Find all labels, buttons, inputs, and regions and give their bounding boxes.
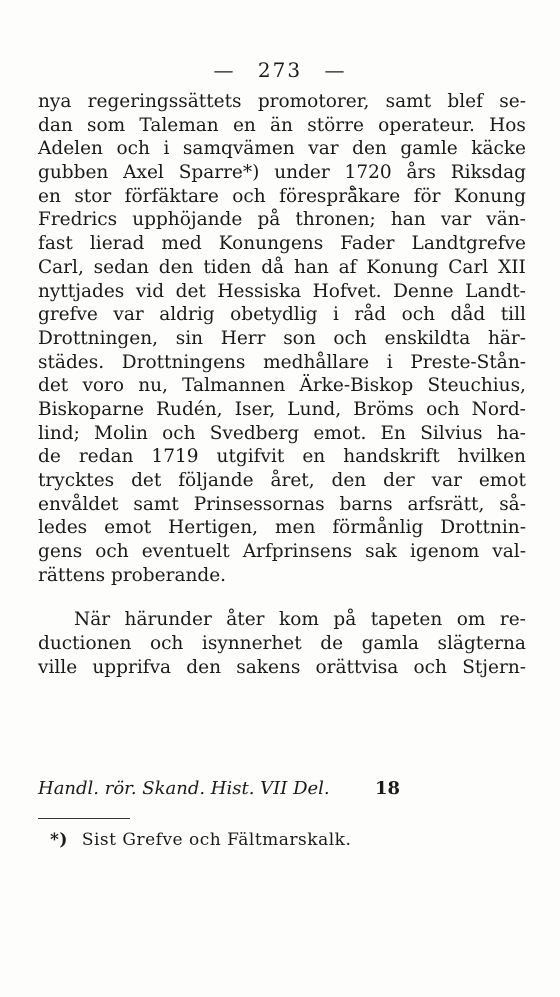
word: och [162,422,196,444]
word: samt [385,91,432,112]
word: promotorer, [257,91,370,112]
word: Hertigen, [168,517,259,539]
text-line [38,469,526,493]
word: och [426,398,460,420]
footnote-mark: *) [50,830,68,850]
word: ductionen [38,633,132,655]
word: än [270,114,293,136]
word: för [413,185,441,207]
word: större [307,114,364,136]
word: och [232,185,266,207]
word: nyttjades [38,280,125,302]
word: Preste-Stån- [410,351,526,373]
text-line [38,656,526,680]
word: och [333,327,367,349]
word: stor [74,185,112,207]
paragraph-1 [38,90,526,587]
word: handskrift [343,446,440,468]
word: Iser, [234,398,276,420]
word: grefve [38,304,98,326]
word: vid [135,280,165,302]
text-line [38,303,526,327]
word: en [302,446,326,468]
word: Stjern- [462,656,526,678]
word: den [331,470,367,491]
word: gamla [361,633,419,655]
word: som [87,114,126,136]
word: till [500,304,526,326]
word: och [413,656,447,678]
text-line [38,374,526,398]
word: det [38,375,69,397]
text-line: rättens proberande. [38,564,227,586]
word: regeringssättets [87,91,242,112]
word: samt [133,493,179,515]
word: Konung [453,185,526,207]
word: förfäktare [124,185,219,207]
text-line [38,540,526,564]
word: slägterna [437,633,526,655]
word: emot [104,517,152,539]
word: Prinsessornas [193,493,325,515]
word: och [95,541,129,563]
word: isynnerhet [201,633,302,655]
word: under [274,162,330,184]
word: ha- [496,422,526,444]
word: Hos [489,114,526,136]
word: de [38,446,61,468]
paragraph-2 [38,608,526,679]
text-line [38,161,526,185]
word: re- [499,609,526,631]
word: Landt- [465,280,526,302]
text-line [38,114,526,138]
word: var [308,138,339,160]
word: och [116,138,150,160]
word: trycktes [38,470,115,491]
text-line [38,445,526,469]
word: Herr [220,327,266,349]
word: råd [354,304,387,326]
header-dash-left: — [213,58,236,82]
word: så- [499,493,526,515]
word: dan [38,114,73,136]
word: tiden [203,256,252,278]
text-line [38,90,526,114]
word: lind; [38,422,80,444]
word: Fader [340,233,395,255]
word: En [380,422,406,444]
word: var [431,470,462,491]
text-line [38,280,526,304]
word: Konungens [218,233,324,255]
word: eventuelt [141,541,230,563]
text-line [38,185,526,209]
word: nu, [138,375,168,397]
word: 1719 [151,446,199,468]
word: då [261,256,285,278]
word: thronen; [295,209,376,231]
word: han [293,256,329,278]
word: sedan [93,256,149,278]
word: på [257,209,281,231]
word: När [74,609,111,631]
word: ledes [38,517,88,539]
text-line [38,398,526,422]
word: igenom [409,541,480,563]
word: i [163,138,170,160]
word: af [338,256,357,278]
signature-line [38,778,526,799]
word: och [149,633,184,655]
text-line [38,493,526,517]
text-line [38,256,526,280]
word: der [383,470,415,491]
text-line [38,208,526,232]
word: gamle [400,138,458,160]
word: kom [279,609,319,631]
word: hvilken [457,446,526,468]
word: Silvius [420,422,483,444]
word: Arfprinsens [242,541,353,563]
word: orättvisa [315,656,399,678]
word: den [352,138,387,160]
word: blef [447,91,483,112]
text-line [38,351,526,375]
word: åter [226,609,265,631]
word: Riksdag [450,162,526,184]
word: Biskoparne [38,398,144,420]
word: sin [175,327,204,349]
word: med [161,233,202,255]
footnote [50,830,351,850]
word: emot [478,470,526,491]
word: operateur. [378,114,475,136]
word: här- [487,327,526,349]
word: i [386,351,393,373]
word: redan [78,446,134,468]
word: de [320,633,344,655]
text-line [38,516,526,540]
word: Talmannen [182,375,286,397]
word: ville [38,656,78,678]
word: fast [38,233,73,255]
body-text [38,90,526,680]
paragraph-gap [38,587,526,608]
word: föresprå̈kare [279,185,401,207]
signature-text: Handl. rör. Skand. Hist. VII Del. [38,778,330,799]
page-header [0,58,560,82]
word: Nord- [471,398,526,420]
word: emot. [313,422,367,444]
word: aldrig [159,304,215,326]
word: och [401,304,436,326]
word: Svedberg [209,422,300,444]
word: han [390,209,426,231]
word: vän- [486,209,526,231]
word: om [456,609,486,631]
word: var [113,304,144,326]
word: sak [365,541,397,563]
text-line [38,608,526,632]
word: det [131,470,162,491]
word: det [175,280,206,302]
word: års [406,162,436,184]
word: samqvämen [182,138,295,160]
word: val- [492,541,526,563]
word: obetydlig [230,304,318,326]
word: Carl [448,256,489,278]
word: en [232,114,256,136]
word: son [283,327,316,349]
word: Carl, [38,256,84,278]
word: enskildta [384,327,471,349]
word: året, [270,470,315,491]
word: följande [178,470,254,491]
header-dash-right: — [324,58,347,82]
word: förmånlig [332,517,424,539]
word: på [333,609,357,631]
word: Steuchius, [427,375,526,397]
word: gens [38,541,83,563]
word: tapeten [370,609,443,631]
text-line [38,632,526,656]
text-line [38,327,526,351]
word: i [332,304,339,326]
word: en [38,185,61,207]
word: envåldet [38,493,119,515]
word: Axel [123,162,164,184]
word: Hofvet. [312,280,382,302]
word: Denne [393,280,454,302]
word: Taleman [139,114,219,136]
word: Hessiska [217,280,302,302]
footnote-text: Sist Grefve och Fältmarskalk. [81,830,352,850]
word: Drottnin- [440,517,526,539]
word: barns [339,493,393,515]
word: den [158,256,194,278]
word: medhållare [263,351,370,373]
word: upphöjande [132,209,243,231]
word: härunder [124,609,212,631]
word: Drottningens [121,351,246,373]
text-line [38,137,526,161]
page-number: 273 [257,58,303,82]
signature-number: 18 [374,778,400,799]
word: Landtgrefve [411,233,526,255]
word: Bröms [353,398,414,420]
word: se- [499,91,526,112]
word: var [440,209,472,231]
word: Sparre*) [178,162,260,184]
word: gubben [38,162,109,184]
word: dåd [450,304,486,326]
word: Molin [94,422,148,444]
word: 1720 [344,162,392,184]
word: den [186,656,222,678]
word: Rudén, [156,398,223,420]
text-line [38,232,526,256]
word: Lund, [287,398,342,420]
word: lierad [89,233,145,255]
word: Drottningen, [38,327,159,349]
word: Adelen [38,138,103,160]
word: Konung [366,256,439,278]
word: käcke [471,138,526,160]
word: städes. [38,351,105,373]
footnote-rule [38,818,130,819]
word: nya [38,91,72,112]
word: arfsrätt, [407,493,485,515]
word: utgifvit [216,446,285,468]
text-line [38,422,526,446]
word: sakens [236,656,301,678]
word: upprifva [92,656,172,678]
word: voro [82,375,125,397]
word: XII [498,256,526,278]
word: men [274,517,316,539]
word: Ärke-Biskop [299,375,414,397]
word: Fredrics [38,209,118,231]
